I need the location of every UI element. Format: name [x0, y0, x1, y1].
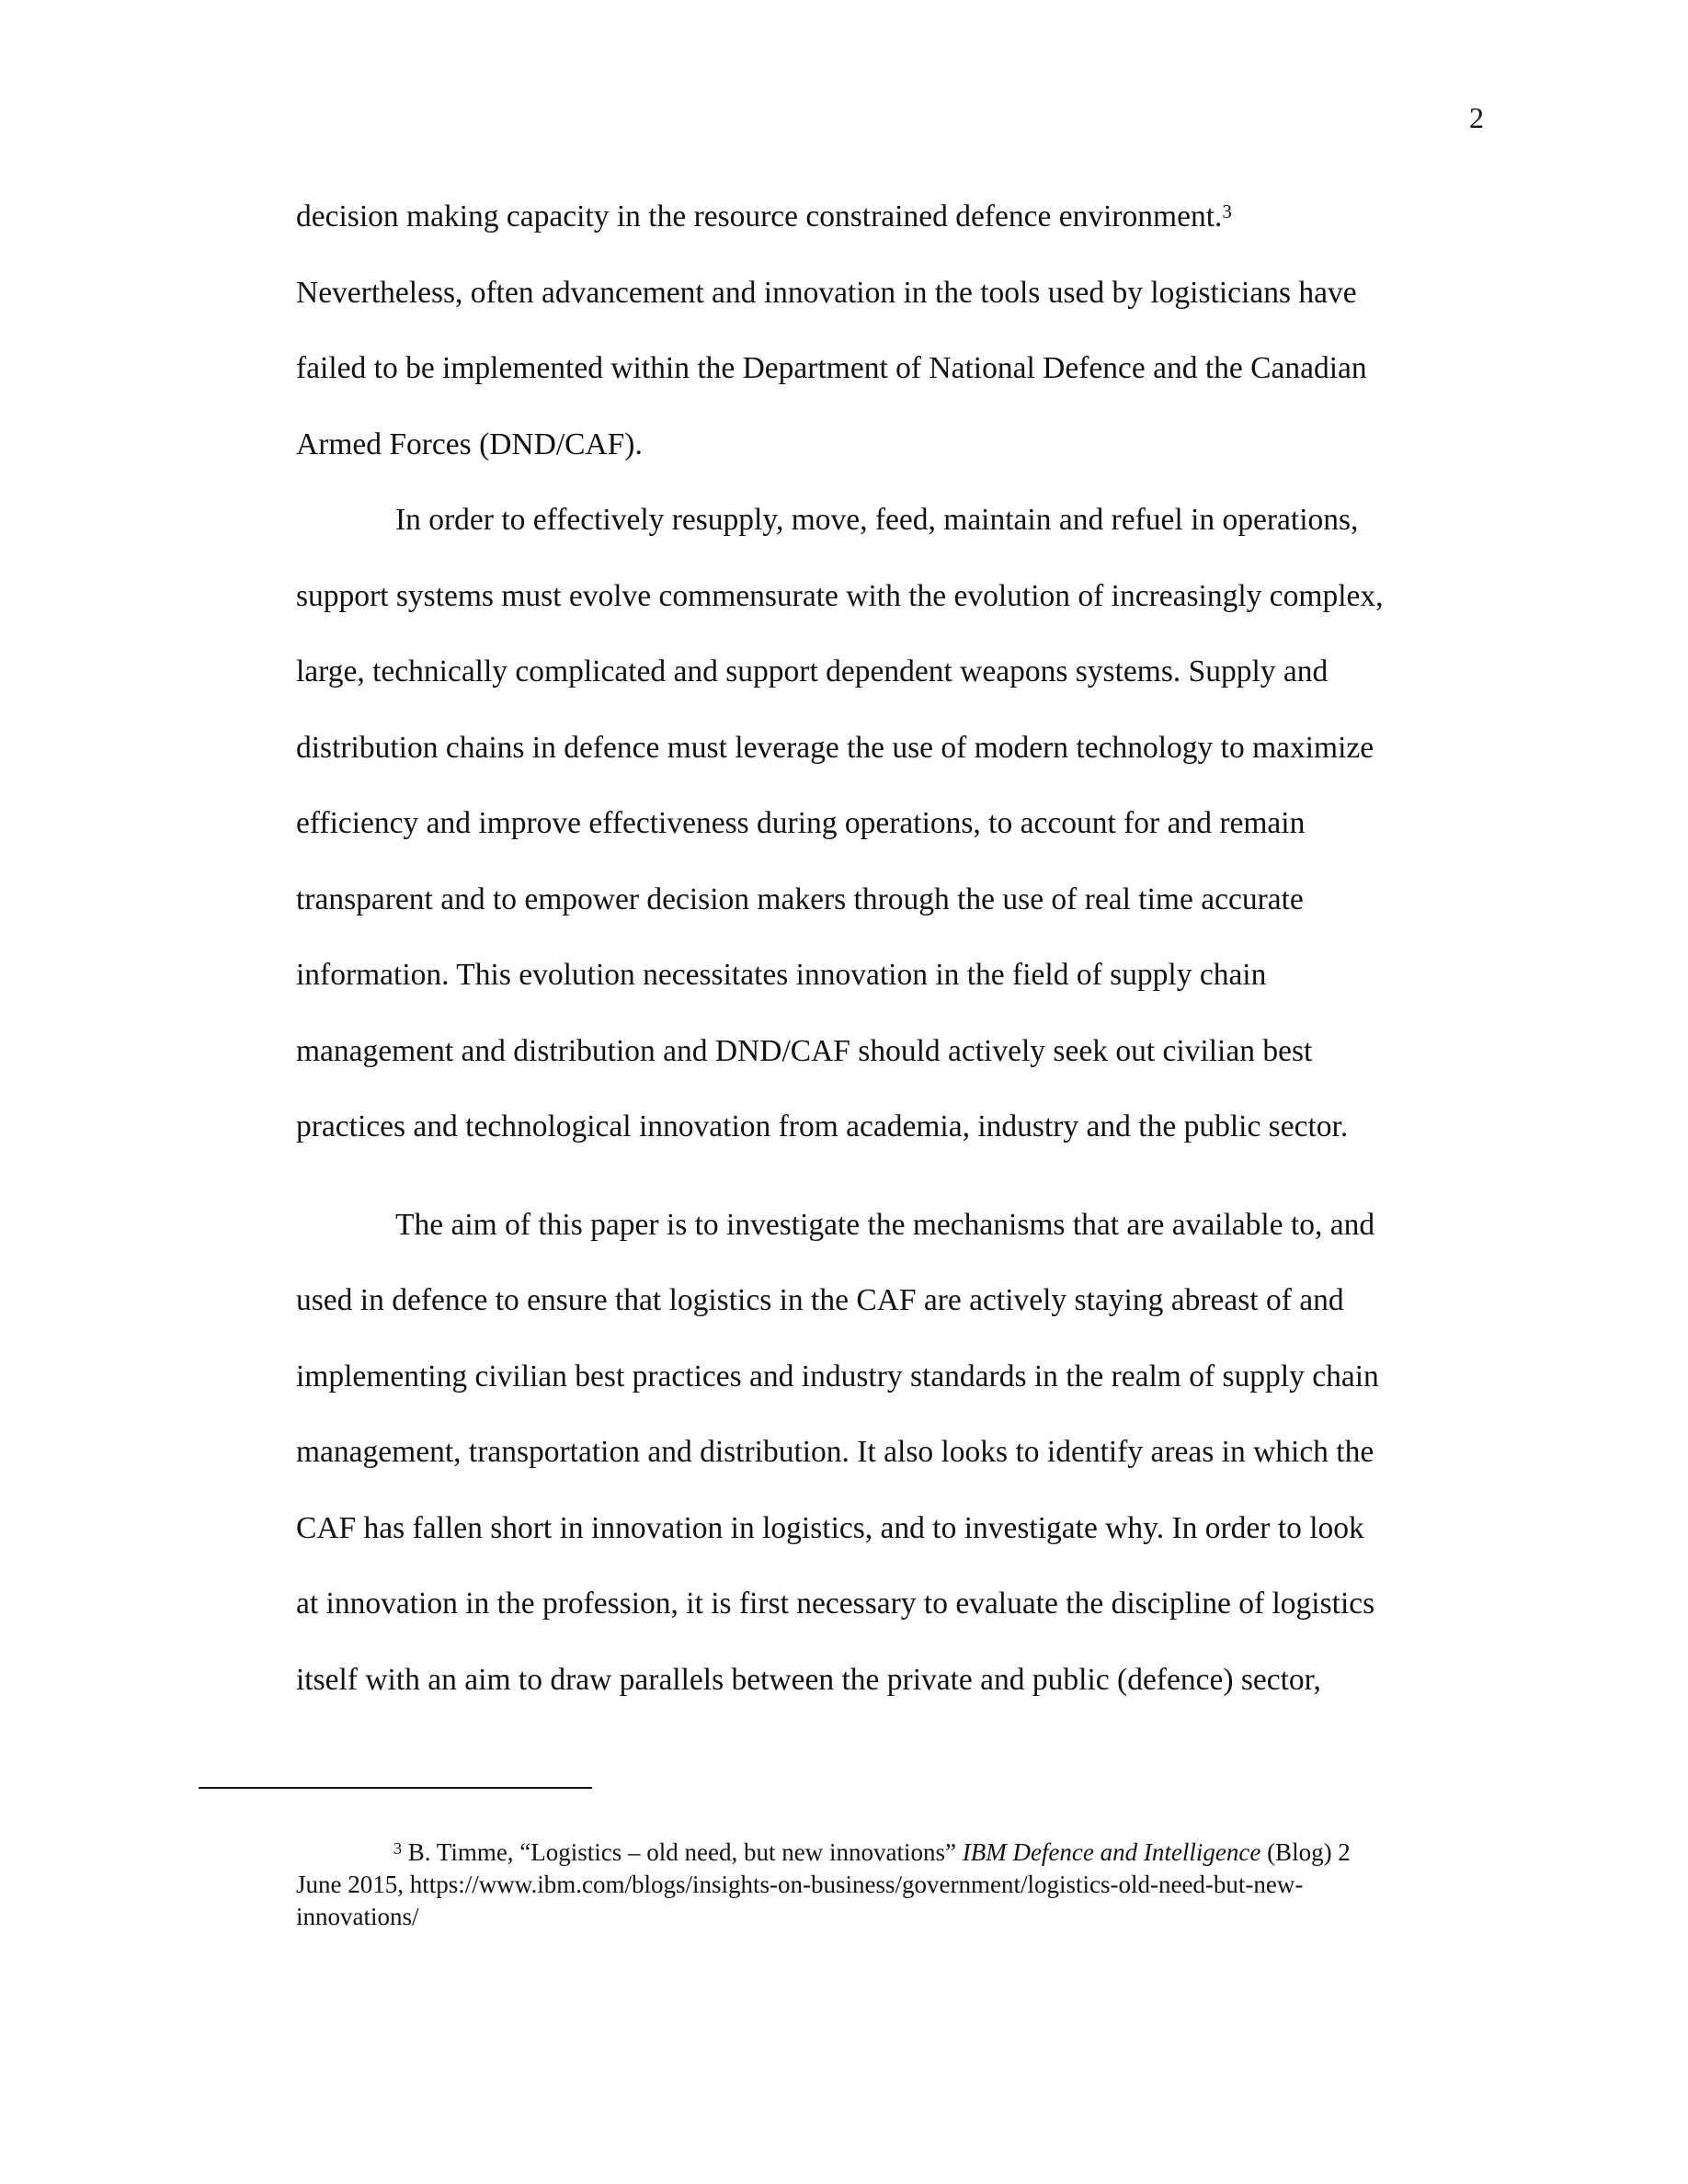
paragraph-2-line: In order to effectively resupply, move, feed, maintain and refuel in operations, — [395, 503, 1359, 537]
paragraph-3-line: used in defence to ensure that logistics in the CAF are actively staying abreast of and — [296, 1283, 1344, 1317]
footnote-text: B. Timme, “Logistics – old need, but new innovations” — [402, 1838, 963, 1866]
paragraph-2-line: efficiency and improve effectiveness during operations, to account for and remain — [296, 806, 1306, 840]
body-text — [296, 193, 1458, 1732]
footnote-separator — [199, 1787, 592, 1789]
paragraph-3-line: itself with an aim to draw parallels between the private and public (defence) sector, — [296, 1662, 1321, 1697]
paragraph-3-line: The aim of this paper is to investigate the mechanisms that are available to, and — [395, 1207, 1375, 1242]
paragraph-2-line: support systems must evolve commensurate with the evolution of increasingly complex, — [296, 578, 1384, 613]
footnote-line — [296, 1837, 1458, 1869]
paragraph-2-line: management and distribution and DND/CAF should actively seek out civilian best — [296, 1033, 1313, 1068]
footnote-line: June 2015, https://www.ibm.com/blogs/insights-on-business/government/logistics-old-need-but-new- — [296, 1871, 1304, 1898]
paragraph-2-line: transparent and to empower decision makers through the use of real time accurate — [296, 882, 1304, 916]
footnote-reference: 3 — [1222, 200, 1232, 222]
paragraph-1-line: failed to be implemented within the Department of National Defence and the Canadian — [296, 351, 1367, 385]
footnote-publication: IBM Defence and Intelligence — [962, 1838, 1261, 1866]
paragraph-gap — [296, 1179, 1458, 1201]
footnote — [296, 1837, 1458, 1933]
paragraph-1-line — [296, 193, 1458, 269]
footnote-number: 3 — [393, 1839, 402, 1858]
paragraph-3-line: implementing civilian best practices and industry standards in the realm of supply chain — [296, 1359, 1379, 1393]
paragraph-2-line: large, technically complicated and support dependent weapons systems. Supply and — [296, 654, 1329, 688]
paragraph-1-line: Armed Forces (DND/CAF). — [296, 427, 643, 461]
paragraph-1-line-text: decision making capacity in the resource constrained defence environment. — [296, 199, 1223, 233]
paragraph-3-line: at innovation in the profession, it is first necessary to evaluate the discipline of logistics — [296, 1587, 1375, 1621]
paragraph-2-line: distribution chains in defence must leverage the use of modern technology to maximize — [296, 730, 1374, 765]
footnote-line: innovations/ — [296, 1903, 419, 1930]
paragraph-2-line: information. This evolution necessitates innovation in the field of supply chain — [296, 958, 1267, 992]
footnote-text: (Blog) 2 — [1260, 1838, 1351, 1866]
page-number: 2 — [1469, 101, 1484, 134]
paragraph-1-line: Nevertheless, often advancement and innovation in the tools used by logisticians have — [296, 275, 1357, 310]
paragraph-3-line: CAF has fallen short in innovation in logistics, and to investigate why. In order to look — [296, 1510, 1364, 1545]
paragraph-2-line: practices and technological innovation from academia, industry and the public sector. — [296, 1109, 1349, 1143]
paragraph-3-line: management, transportation and distribution. It also looks to identify areas in which the — [296, 1435, 1374, 1469]
